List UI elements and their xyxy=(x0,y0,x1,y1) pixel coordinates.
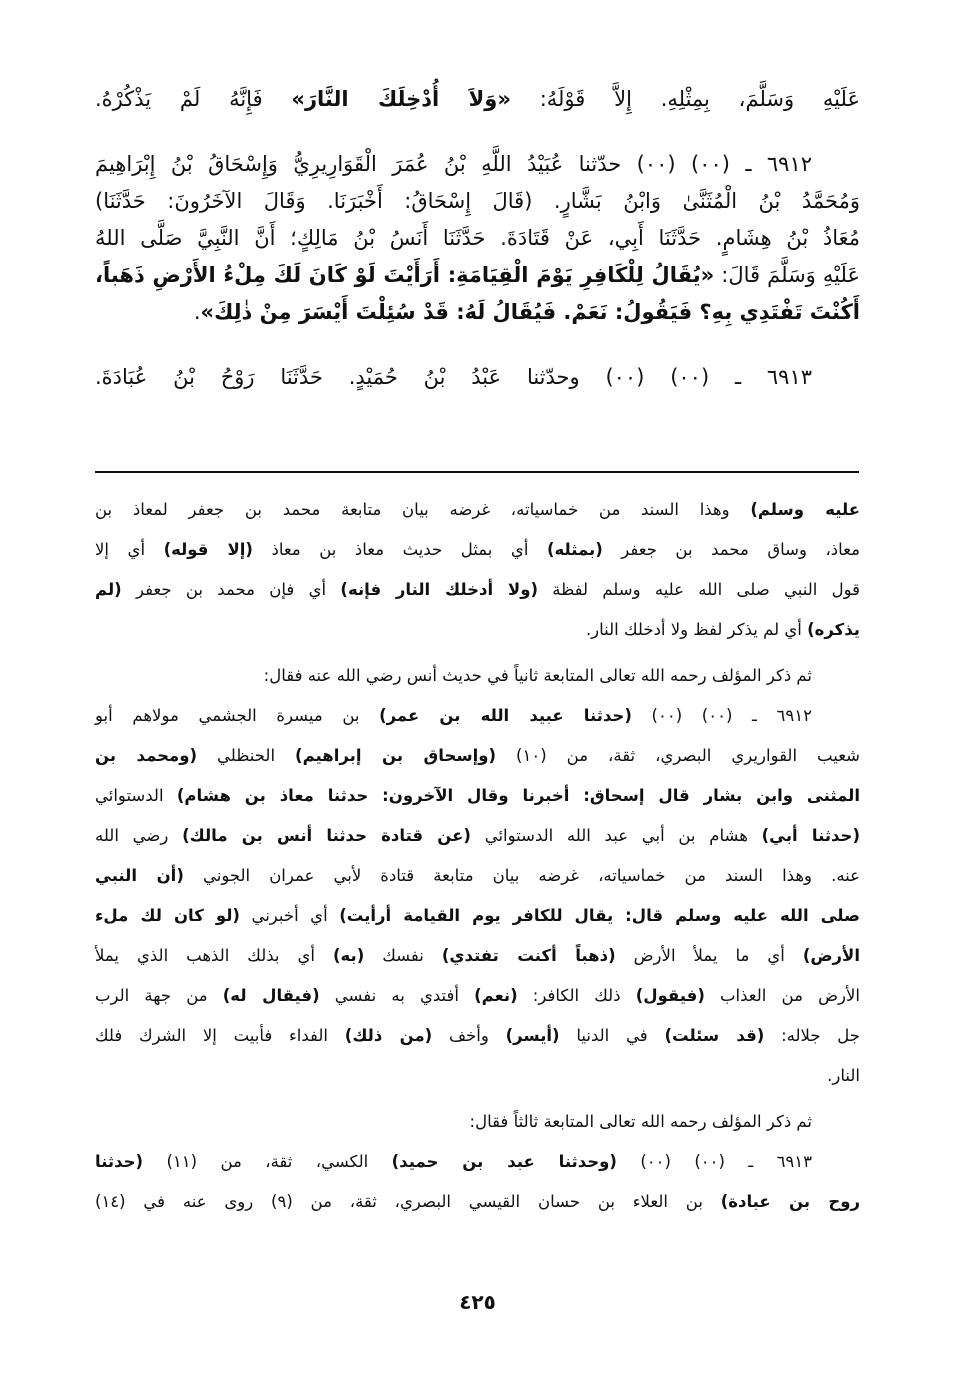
text-segment: ٦٩١٢ ـ (٠٠) (٠٠) xyxy=(631,706,812,725)
text-segment: ٦٩١٣ ـ (٠٠) (٠٠) xyxy=(616,1152,813,1171)
bold-text-segment: (أن النبي xyxy=(95,866,184,885)
matn-line xyxy=(95,359,860,396)
text-segment: وَمُحَمَّدُ بْنُ الْمُثَنَّىٰ وَابْنُ بَشَّارٍ. (قَالَ إِسْحَاقُ: أَخْبَرَنَا. وَقَالَ الآخَرُونَ: حَدَّثَنَا) xyxy=(95,189,860,213)
bold-text-segment: (به) xyxy=(332,946,365,965)
bold-text-segment: (إلا قوله) xyxy=(163,540,253,559)
text-segment: شعيب القواريري البصري، ثقة، من (١٠) xyxy=(496,746,860,765)
sharh-line xyxy=(95,1016,860,1056)
sharh-line xyxy=(95,856,860,896)
text-segment: بن ميسرة الجشمي مولاهم أبو xyxy=(95,706,380,725)
bold-text-segment: الأرض) xyxy=(802,946,860,965)
bold-text-segment: المثنى وابن بشار قال إسحاق: أخبرنا وقال الآخرون: حدثنا معاذ بن هشام) xyxy=(176,786,860,805)
bold-text-segment: (قد سئلت) xyxy=(664,1026,765,1045)
text-segment: عَلَيْهِ وَسَلَّمَ، بِمِثْلِهِ. إِلاَّ قَوْلَهُ: xyxy=(510,87,860,111)
text-segment: . xyxy=(193,300,201,324)
text-segment: أي لم يذكر لفظ ولا أدخلك النار. xyxy=(585,620,808,639)
text-segment: الحنظلي xyxy=(197,746,296,765)
bold-text-segment: (وحدثنا عبد بن حميد) xyxy=(391,1152,617,1171)
text-segment: أي بمثل حديث معاذ بن معاذ xyxy=(252,540,547,559)
matn-line xyxy=(95,294,860,331)
text-segment: ٦٩١٢ ـ (٠٠) (٠٠) حدّثنا عُبَيْدُ اللَّهِ بْنُ عُمَرَ الْقَوَارِيرِيُّ وَإِسْحَاقُ بْنُ إِبْرَاهِيمَ xyxy=(95,152,813,176)
sharh-line xyxy=(95,696,860,736)
matn-line xyxy=(95,257,860,294)
text-segment: أي إلا xyxy=(95,540,164,559)
matn-line xyxy=(95,146,860,183)
text-segment: وأخف xyxy=(432,1026,506,1045)
bold-text-segment: (نعم) xyxy=(474,986,518,1005)
text-segment: معاذ، وساق محمد بن جعفر xyxy=(602,540,860,559)
bold-text-segment: (لو كان لك ملء xyxy=(95,906,240,925)
text-segment: هشام بن أبي عبد الله الدستوائي xyxy=(470,826,762,845)
bold-text-segment: يذكره) xyxy=(807,620,860,639)
sharh-line xyxy=(95,610,860,650)
bold-text-segment: (ولا أدخلك النار فإنه) xyxy=(340,580,538,599)
bold-text-segment: (أيسر) xyxy=(505,1026,560,1045)
matn-line xyxy=(95,81,860,118)
sharh-line xyxy=(95,570,860,610)
text-segment: أفتدي به نفسي xyxy=(319,986,475,1005)
sharh-line xyxy=(95,530,860,570)
bold-text-segment: (وإسحاق بن إبراهيم) xyxy=(295,746,497,765)
text-segment: جل جلاله: xyxy=(764,1026,861,1045)
bold-text-segment: روح بن عبادة) xyxy=(720,1192,860,1211)
sharh-line xyxy=(95,1182,860,1222)
hadith-text xyxy=(95,81,860,396)
text-segment: رضي الله xyxy=(95,826,183,845)
text-segment: قول النبي صلى الله عليه وسلم لفظة xyxy=(538,580,861,599)
commentary-text xyxy=(95,490,860,1222)
footnote-divider xyxy=(95,471,859,473)
bold-text-segment: (حدثنا عبيد الله بن عمر) xyxy=(379,706,632,725)
bold-text-segment: (ذهباً أكنت تفتدي) xyxy=(441,946,616,965)
text-segment: مُعَاذُ بْنُ هِشَامٍ. حَدَّثَنَا أَبِي، عَنْ قَتَادَةَ. حَدَّثَنَا أَنَسُ بْنُ مَالِكٍ؛ أَنَّ النَّبِيَّ صَلَّى اللهُ xyxy=(95,226,860,250)
bold-text-segment: (بمثله) xyxy=(546,540,603,559)
matn-line xyxy=(95,183,860,220)
sharh-line xyxy=(95,816,860,856)
text-segment: عنه. وهذا السند من خماسياته، غرضه بيان متابعة قتادة لأبي عمران الجوني xyxy=(183,866,860,885)
text-segment: ثم ذكر المؤلف رحمه الله تعالى المتابعة ثانياً في حديث أنس رضي الله عنه فقال: xyxy=(263,666,812,685)
bold-text-segment: (لم xyxy=(95,580,122,599)
text-segment: عَلَيْهِ وَسَلَّمَ قَالَ: xyxy=(714,263,860,287)
text-segment: من جهة الرب xyxy=(95,986,223,1005)
bold-text-segment: عليه وسلم) xyxy=(750,500,860,519)
text-segment: أي أخبرني xyxy=(239,906,340,925)
text-segment: الكسي، ثقة، من (١١) xyxy=(143,1152,392,1171)
bold-text-segment: (فيقول) xyxy=(635,986,705,1005)
text-segment: ٦٩١٣ ـ (٠٠) (٠٠) وحدّثنا عَبْدُ بْنُ حُمَيْدٍ. حَدَّثَنَا رَوْحُ بْنُ عُبَادَةَ. xyxy=(95,365,813,389)
text-segment: نفسك xyxy=(364,946,442,965)
bold-text-segment: أَكُنْتَ تَفْتَدِي بِهِ؟ فَيَقُولُ: نَعَمْ. فَيُقَالُ لَهُ: قَدْ سُئِلْتَ أَيْسَرَ مِنْ ذٰلِكَ» xyxy=(200,300,860,324)
text-segment: الفداء فأبيت إلا الشرك فلك xyxy=(95,1026,345,1045)
text-segment: النار. xyxy=(827,1066,860,1085)
bold-text-segment: «يُقَالُ لِلْكَافِرِ يَوْمَ الْقِيَامَةِ: أَرَأَيْتَ لَوْ كَانَ لَكَ مِلْءُ الأَرْضِ ذَهَباً، xyxy=(95,263,715,287)
bold-text-segment: صلى الله عليه وسلم قال: يقال للكافر يوم القيامة أرأيت) xyxy=(339,906,860,925)
sharh-line xyxy=(95,656,860,696)
text-segment: أي ما يملأ الأرض xyxy=(615,946,803,965)
bold-text-segment: (ومحمد بن xyxy=(95,746,198,765)
text-segment: فَإِنَّهُ لَمْ يَذْكُرْهُ. xyxy=(95,87,292,111)
text-segment: وهذا السند من خماسياته، غرضه بيان متابعة محمد بن جعفر لمعاذ بن xyxy=(95,500,751,519)
text-segment: أي بذلك الذهب الذي يملأ xyxy=(95,946,333,965)
sharh-line xyxy=(95,976,860,1016)
text-segment: الأرض من العذاب xyxy=(704,986,860,1005)
bold-text-segment: (عن قتادة حدثنا أنس بن مالك) xyxy=(182,826,471,845)
sharh-line xyxy=(95,776,860,816)
page-number: ٤٢٥ xyxy=(459,1290,496,1314)
bold-text-segment: (من ذلك) xyxy=(344,1026,433,1045)
sharh-line xyxy=(95,896,860,936)
bold-text-segment: (حدثنا أبي) xyxy=(761,826,860,845)
bold-text-segment: «وَلاَ أُدْخِلَكَ النَّارَ» xyxy=(291,87,511,111)
bold-text-segment: (فيقال له) xyxy=(222,986,320,1005)
sharh-line xyxy=(95,936,860,976)
text-segment: في الدنيا xyxy=(559,1026,665,1045)
text-segment: ذلك الكافر: xyxy=(517,986,636,1005)
sharh-line xyxy=(95,736,860,776)
text-segment: الدستوائي xyxy=(95,786,177,805)
sharh-line xyxy=(95,1056,860,1096)
text-segment: ثم ذكر المؤلف رحمه الله تعالى المتابعة ثالثاً فقال: xyxy=(469,1112,812,1131)
text-segment: أي فإن محمد بن جعفر xyxy=(121,580,341,599)
sharh-line xyxy=(95,1142,860,1182)
bold-text-segment: (حدثنا xyxy=(95,1152,144,1171)
matn-line xyxy=(95,220,860,257)
text-segment: بن العلاء بن حسان القيسي البصري، ثقة، من (٩) روى عنه في (١٤) xyxy=(95,1192,721,1211)
sharh-line xyxy=(95,1102,860,1142)
sharh-line xyxy=(95,490,860,530)
